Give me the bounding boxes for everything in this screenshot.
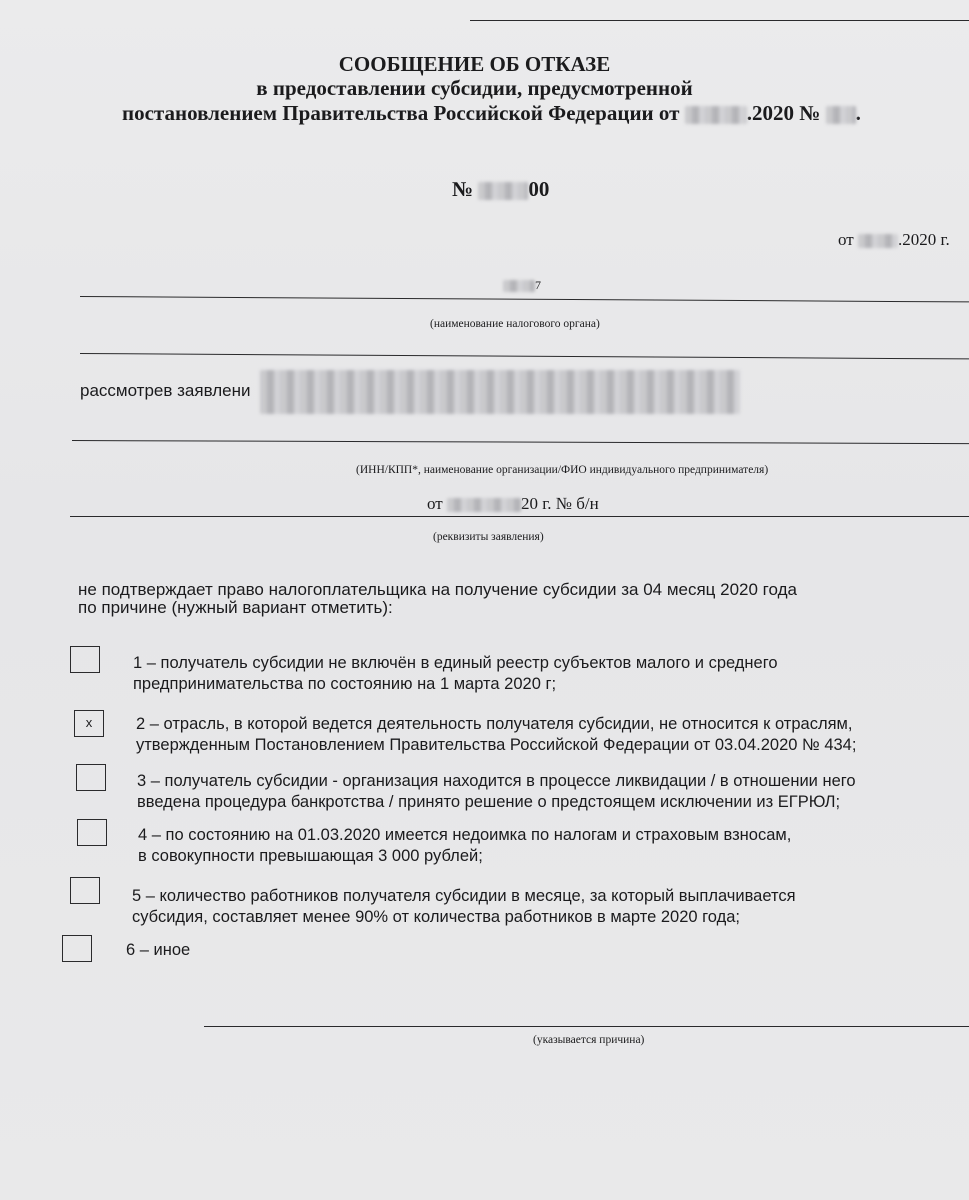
option-5-line1: 5 – количество работников получателя субсидии в месяце, за который выплачивается bbox=[132, 887, 796, 905]
application-caption: (реквизиты заявления) bbox=[433, 531, 544, 543]
option-4-line1: 4 – по состоянию на 01.03.2020 имеется недоимка по налогам и страховым взносам, bbox=[138, 826, 792, 844]
application-details bbox=[427, 494, 599, 514]
document-subtitle-line1: в предоставлении субсидии, предусмотренной bbox=[256, 76, 693, 100]
option-2-line1: 2 – отрасль, в которой ведется деятельность получателя субсидии, не относится к отраслям, bbox=[136, 715, 853, 733]
date-suffix: .2020 г. bbox=[897, 230, 950, 249]
redacted-resolution-number bbox=[826, 106, 856, 124]
statement-line2: по причине (нужный вариант отметить): bbox=[78, 598, 393, 617]
applicant-rule bbox=[72, 440, 969, 444]
statement-line1: не подтверждает право налогоплательщика на получение субсидии за 04 месяц 2020 года bbox=[78, 580, 797, 599]
reason-rule bbox=[204, 1026, 969, 1027]
redacted-applicant bbox=[260, 370, 740, 414]
blank-rule bbox=[80, 353, 969, 359]
subtitle-prefix: постановлением Правительства Российской Федерации от bbox=[122, 101, 680, 125]
option-1-line1: 1 – получатель субсидии не включён в единый реестр субъектов малого и среднего bbox=[133, 654, 778, 672]
applicant-label: рассмотрев заявлени bbox=[80, 381, 251, 400]
subtitle-date: .2020 № bbox=[746, 101, 821, 125]
document-number bbox=[452, 177, 549, 202]
redacted-number bbox=[478, 182, 528, 200]
option-1-line2: предпринимательства по состоянию на 1 марта 2020 г; bbox=[133, 675, 557, 693]
option-4-checkbox[interactable] bbox=[77, 819, 107, 846]
tax-authority-caption: (наименование налогового органа) bbox=[430, 318, 600, 330]
document-date bbox=[838, 230, 950, 250]
application-prefix: от bbox=[427, 494, 443, 513]
option-6 bbox=[126, 940, 190, 961]
redacted-resolution-date bbox=[685, 106, 747, 124]
option-6-checkbox[interactable] bbox=[62, 935, 92, 962]
subtitle-end: . bbox=[855, 101, 861, 125]
option-5 bbox=[132, 886, 796, 928]
option-1-checkbox[interactable] bbox=[70, 646, 100, 673]
option-5-line2: субсидия, составляет менее 90% от количества работников в марте 2020 года; bbox=[132, 908, 741, 926]
option-1 bbox=[133, 653, 778, 695]
tax-authority-value bbox=[503, 278, 541, 293]
application-middle: 20 г. № б/н bbox=[520, 494, 599, 513]
applicant-caption: (ИНН/КПП*, наименование организации/ФИО индивидуального предпринимателя) bbox=[356, 464, 769, 476]
option-2-checkbox[interactable]: x bbox=[74, 710, 104, 737]
document-title: СООБЩЕНИЕ ОБ ОТКАЗЕ bbox=[338, 52, 611, 76]
option-2 bbox=[136, 714, 856, 756]
application-rule bbox=[70, 516, 969, 517]
date-prefix: от bbox=[838, 230, 854, 249]
option-3 bbox=[137, 771, 856, 813]
option-3-checkbox[interactable] bbox=[76, 764, 106, 791]
redacted-date bbox=[858, 234, 898, 248]
option-2-line2: утвержденным Постановлением Правительства Российской Федерации от 03.04.2020 № 434; bbox=[136, 736, 857, 754]
option-6-line1: 6 – иное bbox=[126, 941, 191, 959]
option-5-checkbox[interactable] bbox=[70, 877, 100, 904]
option-3-line2: введена процедура банкротства / принято решение о предстоящем исключении из ЕГРЮЛ; bbox=[137, 793, 841, 811]
reason-caption: (указывается причина) bbox=[533, 1034, 645, 1046]
top-rule bbox=[470, 20, 969, 21]
option-3-line1: 3 – получатель субсидии - организация находится в процессе ликвидации / в отношении него bbox=[137, 772, 856, 790]
redacted-tax-authority bbox=[503, 280, 535, 292]
option-4 bbox=[138, 825, 791, 867]
redacted-application-date bbox=[447, 498, 521, 512]
tax-authority-rule bbox=[80, 296, 969, 302]
document-subtitle-line2 bbox=[122, 101, 861, 126]
number-suffix: 00 bbox=[528, 177, 550, 201]
option-4-line2: в совокупности превышающая 3 000 рублей; bbox=[138, 847, 483, 865]
tax-authority-suffix: 7 bbox=[535, 278, 541, 292]
number-prefix: № bbox=[452, 177, 474, 201]
